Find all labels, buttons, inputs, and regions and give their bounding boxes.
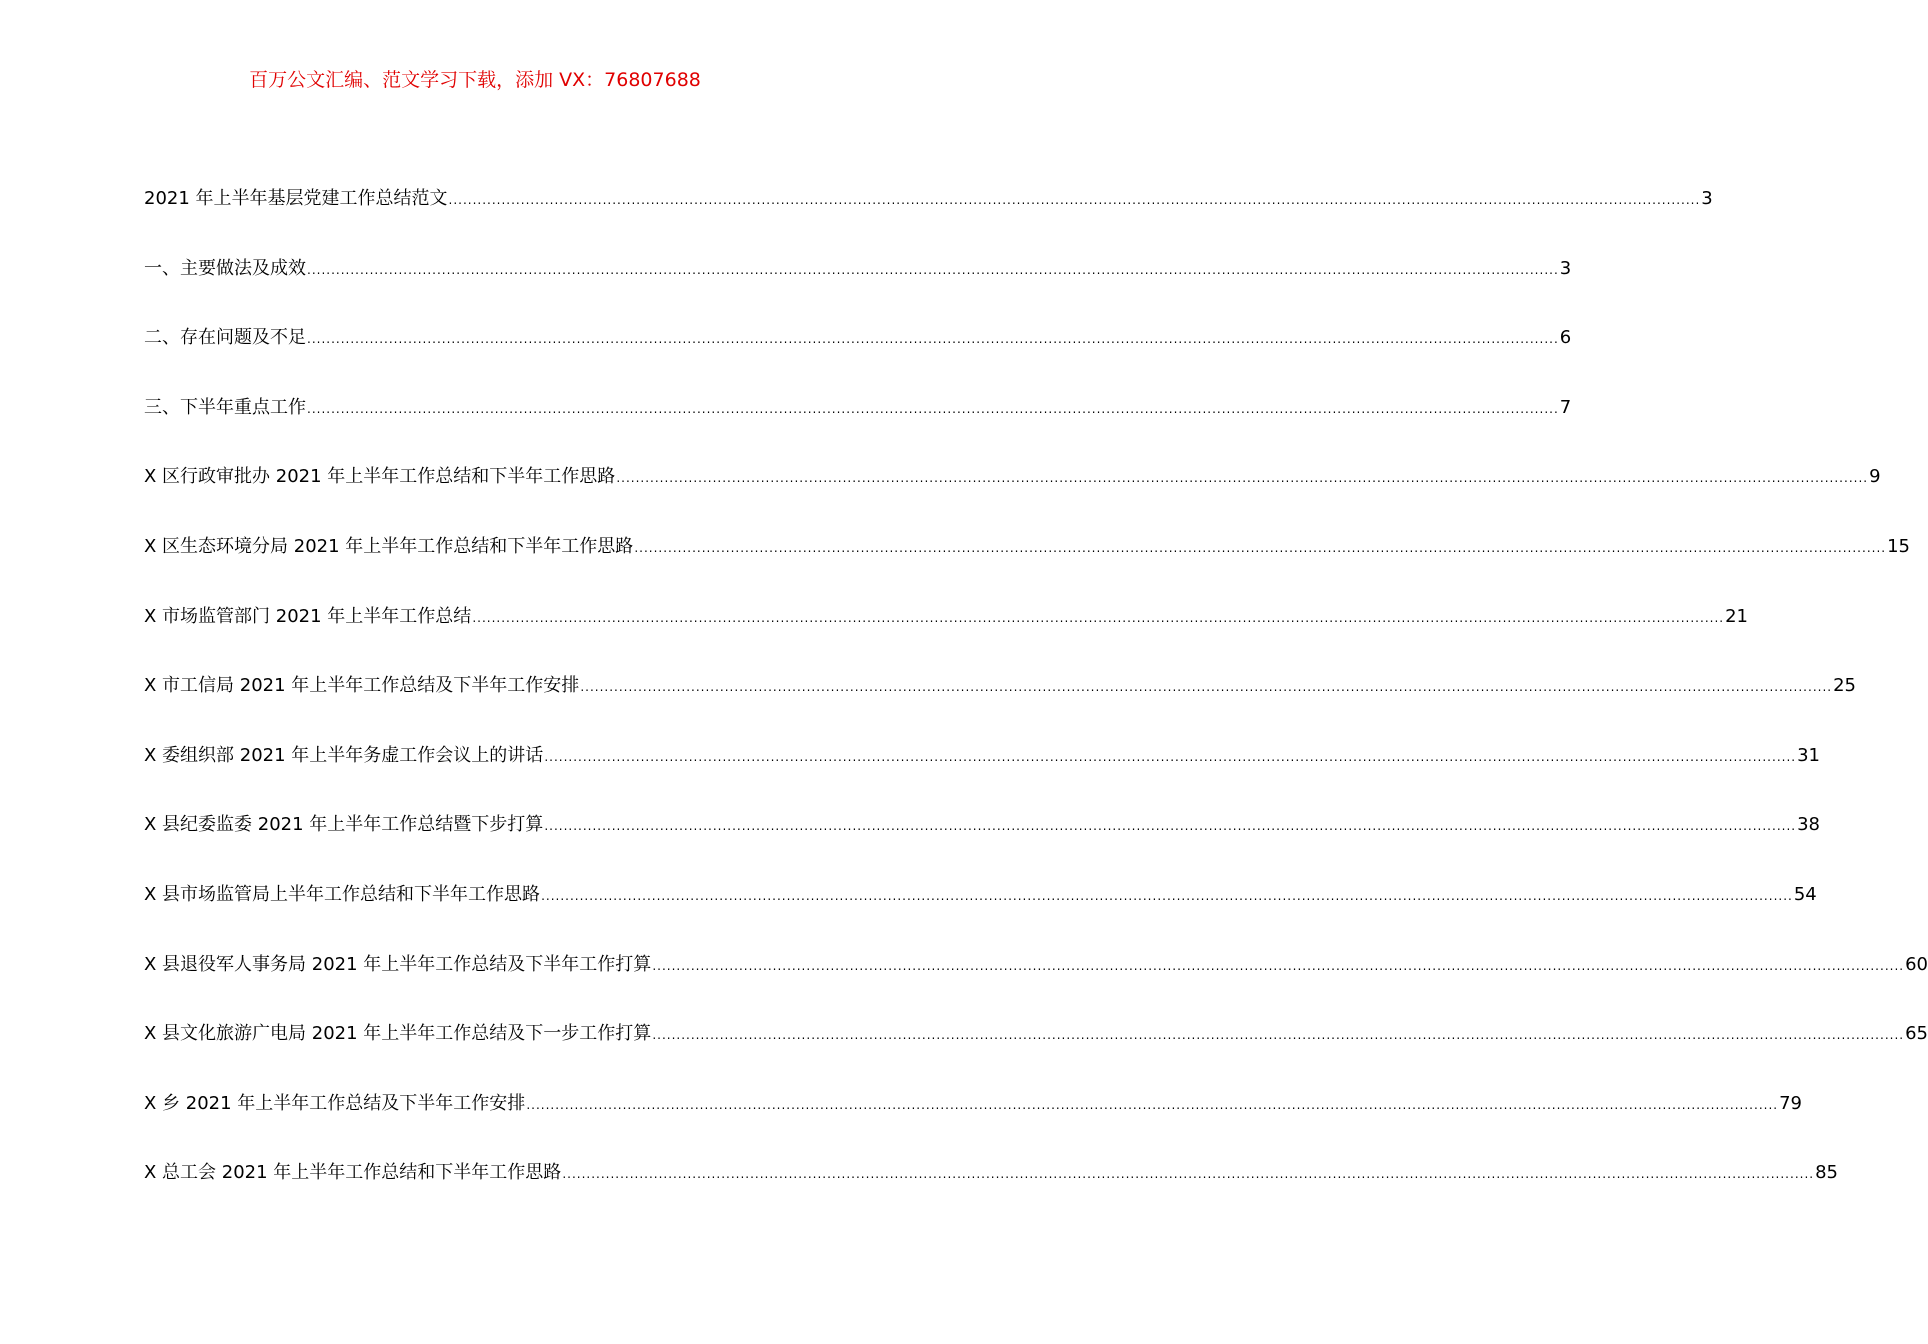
toc-entry[interactable] bbox=[144, 252, 1572, 322]
toc-entry-page-number: 7 bbox=[1559, 396, 1572, 418]
toc-dot-leader: .................................................................................................................................................................................................................................................................... bbox=[307, 262, 1559, 277]
toc-entry-page-number: 3 bbox=[1701, 188, 1713, 209]
toc-entry-page-number: 38 bbox=[1797, 814, 1820, 836]
toc-entry-title: 三、下半年重点工作 bbox=[144, 396, 306, 418]
toc-entry-title: X 市场监管部门 2021 年上半年工作总结 bbox=[144, 605, 472, 627]
toc-entry-page-number: 15 bbox=[1887, 535, 1910, 557]
toc-entry-title: X 总工会 2021 年上半年工作总结和下半年工作思路 bbox=[144, 1162, 562, 1184]
toc-entry-title: 2021 年上半年基层党建工作总结范文 bbox=[144, 188, 448, 209]
toc-entry-title: X 乡 2021 年上半年工作总结及下半年工作安排 bbox=[144, 1092, 526, 1114]
toc-entry-page-number: 9 bbox=[1869, 466, 1881, 488]
toc-entry-title: 一、主要做法及成效 bbox=[144, 257, 306, 279]
toc-dot-leader: .................................................................................................................................................................................................................................................................... bbox=[634, 540, 1887, 555]
toc-entry[interactable] bbox=[144, 878, 1817, 948]
toc-entry-page-number: 65 bbox=[1905, 1023, 1928, 1045]
toc-entry-page-number: 54 bbox=[1793, 883, 1817, 905]
toc-dot-leader: .................................................................................................................................................................................................................................................................... bbox=[526, 1097, 1779, 1112]
toc-entry[interactable] bbox=[144, 182, 1713, 252]
toc-dot-leader: .................................................................................................................................................................................................................................................................... bbox=[652, 1028, 1905, 1043]
toc-entry-title: 二、存在问题及不足 bbox=[144, 327, 306, 349]
toc-dot-leader: .................................................................................................................................................................................................................................................................... bbox=[616, 471, 1869, 486]
toc-entry-page-number: 3 bbox=[1559, 257, 1572, 279]
toc-entry[interactable] bbox=[144, 1087, 1802, 1157]
toc-entry[interactable] bbox=[144, 1156, 1838, 1226]
table-of-contents bbox=[144, 182, 1928, 1226]
toc-entry[interactable] bbox=[144, 321, 1572, 391]
toc-entry[interactable] bbox=[144, 739, 1820, 809]
toc-entry[interactable] bbox=[144, 1017, 1928, 1087]
toc-entry[interactable] bbox=[144, 808, 1820, 878]
toc-entry-title: X 委组织部 2021 年上半年务虚工作会议上的讲话 bbox=[144, 744, 544, 766]
toc-entry[interactable] bbox=[144, 391, 1572, 461]
toc-entry-page-number: 60 bbox=[1905, 953, 1928, 975]
toc-entry[interactable] bbox=[144, 460, 1881, 530]
toc-entry-title: X 县市场监管局上半年工作总结和下半年工作思路 bbox=[144, 883, 541, 905]
toc-entry-page-number: 79 bbox=[1779, 1092, 1802, 1114]
toc-dot-leader: .................................................................................................................................................................................................................................................................... bbox=[307, 332, 1559, 347]
toc-entry-page-number: 85 bbox=[1815, 1162, 1838, 1184]
toc-dot-leader: .................................................................................................................................................................................................................................................................... bbox=[562, 1167, 1815, 1182]
toc-dot-leader: .................................................................................................................................................................................................................................................................... bbox=[472, 610, 1725, 625]
header-banner: 百万公文汇编、范文学习下载，添加 VX：76807688 bbox=[249, 69, 701, 91]
toc-entry-page-number: 21 bbox=[1725, 605, 1748, 627]
toc-entry-page-number: 31 bbox=[1797, 744, 1820, 766]
toc-dot-leader: .................................................................................................................................................................................................................................................................... bbox=[652, 958, 1905, 973]
toc-entry-title: X 县文化旅游广电局 2021 年上半年工作总结及下一步工作打算 bbox=[144, 1023, 652, 1045]
toc-dot-leader: .................................................................................................................................................................................................................................................................... bbox=[544, 749, 1797, 764]
toc-dot-leader: .................................................................................................................................................................................................................................................................... bbox=[541, 888, 1793, 903]
toc-entry[interactable] bbox=[144, 600, 1748, 670]
toc-dot-leader: .................................................................................................................................................................................................................................................................... bbox=[307, 401, 1559, 416]
toc-dot-leader: .................................................................................................................................................................................................................................................................... bbox=[448, 193, 1701, 207]
toc-entry-title: X 县退役军人事务局 2021 年上半年工作总结及下半年工作打算 bbox=[144, 953, 652, 975]
toc-dot-leader: .................................................................................................................................................................................................................................................................... bbox=[544, 819, 1797, 834]
toc-entry-title: X 区生态环境分局 2021 年上半年工作总结和下半年工作思路 bbox=[144, 535, 634, 557]
toc-entry[interactable] bbox=[144, 669, 1856, 739]
toc-entry-title: X 市工信局 2021 年上半年工作总结及下半年工作安排 bbox=[144, 675, 580, 697]
toc-entry-title: X 县纪委监委 2021 年上半年工作总结暨下步打算 bbox=[144, 814, 544, 836]
toc-dot-leader: .................................................................................................................................................................................................................................................................... bbox=[580, 680, 1833, 695]
toc-entry[interactable] bbox=[144, 948, 1928, 1018]
toc-entry-page-number: 6 bbox=[1559, 327, 1572, 349]
toc-entry[interactable] bbox=[144, 530, 1910, 600]
toc-entry-title: X 区行政审批办 2021 年上半年工作总结和下半年工作思路 bbox=[144, 466, 616, 488]
toc-entry-page-number: 25 bbox=[1833, 675, 1856, 697]
